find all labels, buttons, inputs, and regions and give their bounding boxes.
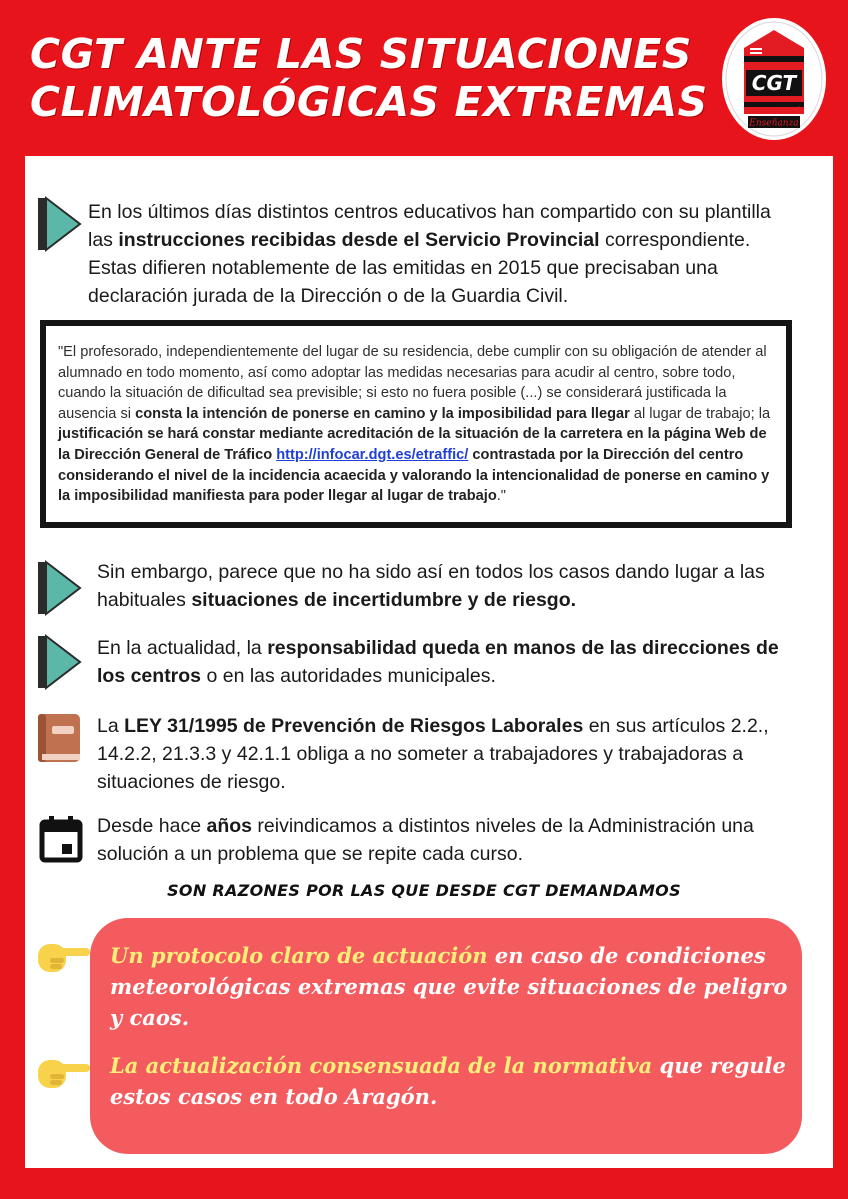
quote-text-3: ." [496,488,506,505]
svg-text:CGT: CGT [751,71,797,95]
quote-bold-2: justificación se hará constar mediante acreditación de la situación de la carretera en la página Web de la Dirección General de Tráfico [58,426,767,463]
pointing-hand-icon [34,1052,92,1092]
arrow-bullet-icon [36,634,84,690]
paragraph-responsibility [97,634,797,690]
quote-text-2: al lugar de trabajo; la [629,405,771,422]
svg-text:Enseñanza: Enseñanza [749,118,799,129]
svg-text:Aragón: Aragón [779,106,805,114]
quote-bold-1: consta la intención de ponerse en camino y la imposibilidad para llegar [135,405,630,422]
quote-box [40,320,792,528]
paragraph-law [97,712,797,796]
title-line-1: CGT ANTE LAS SITUACIONES [30,30,692,78]
p3-text-1: En la actualidad, la [97,637,268,659]
demand-2-highlight: La actualización consensuada de la normativa [110,1053,653,1078]
p4-text-1: La [97,715,125,737]
cgt-logo-icon [722,18,826,140]
p4-bold-1: LEY 31/1995 de Prevención de Riesgos Laborales [124,715,584,737]
quote-text-1: "El profesorado, independientemente del lugar de su residencia, debe cumplir con su obligación de atender al alumnado en todo momento, así como adoptar las medidas necesarias para acudir al centro, sobre todo, cuando la situación de dificultad sea previsible; si esto no fuera posible (...) se considerará justificada la ausencia si [58,344,767,422]
intro-paragraph [88,198,778,310]
demand-regulation [110,1050,790,1112]
p2-bold-1: situaciones de incertidumbre y de riesgo. [191,589,577,611]
demand-2-text: que regule estos casos en todo Aragón. [110,1053,786,1109]
book-icon [36,712,82,764]
p5-text-1: Desde hace [97,815,207,837]
cgt-logo [722,18,826,140]
instruction-quote [58,342,780,507]
title-line-2: CLIMATOLÓGICAS EXTREMAS [30,78,708,126]
demand-1-highlight: Un protocolo claro de actuación [110,943,488,968]
p2-text-1: Sin embargo, parece que no ha sido así en todos los casos dando lugar a las habituales [97,561,765,611]
calendar-icon [38,814,84,864]
pointing-hand-icon [34,936,92,976]
quote-bold-3: contrastada por la Dirección del centro considerando el nivel de la incidencia acaecida y valorando la intencionalidad de ponerse en camino y la imposibilidad manifiesta para poder llegar al lugar de trabajo [58,446,770,505]
intro-bold-1: instrucciones recibidas desde el Servicio Provincial [118,229,600,251]
intro-text-2: correspondiente. Estas difieren notablemente de las emitidas en 2015 que precisaban una declaración jurada de la Dirección o de la Guardia Civil. [88,229,751,307]
intro-text-1: En los últimos días distintos centros educativos han compartido con su plantilla las [88,201,771,251]
demands-heading: SON RAZONES POR LAS QUE DESDE CGT DEMANDAMOS [167,881,681,900]
demand-1-text: en caso de condiciones meteorológicas extremas que evite situaciones de peligro y caos. [110,943,788,1030]
p4-text-2: en sus artículos 2.2., 14.2.2, 21.3.3 y 42.1.1 obliga a no someter a trabajadores y trabajadoras a situaciones de riesgo. [97,715,769,793]
p3-bold-1: responsabilidad queda en manos de las direcciones de los centros [97,637,779,687]
dgt-traffic-link[interactable]: http://infocar.dgt.es/etraffic/ [276,446,469,463]
p3-text-2: o en las autoridades municipales. [201,665,496,687]
header [0,0,848,156]
p5-bold-1: años [206,815,253,837]
page-title [30,30,708,126]
p5-text-2: reivindicamos a distintos niveles de la Administración una solución a un problema que se repite cada curso. [97,815,754,865]
paragraph-years [97,812,787,868]
demand-protocol [110,940,790,1033]
paragraph-uncertainty [97,558,777,614]
arrow-bullet-icon [36,560,84,616]
arrow-bullet-icon [36,196,84,252]
